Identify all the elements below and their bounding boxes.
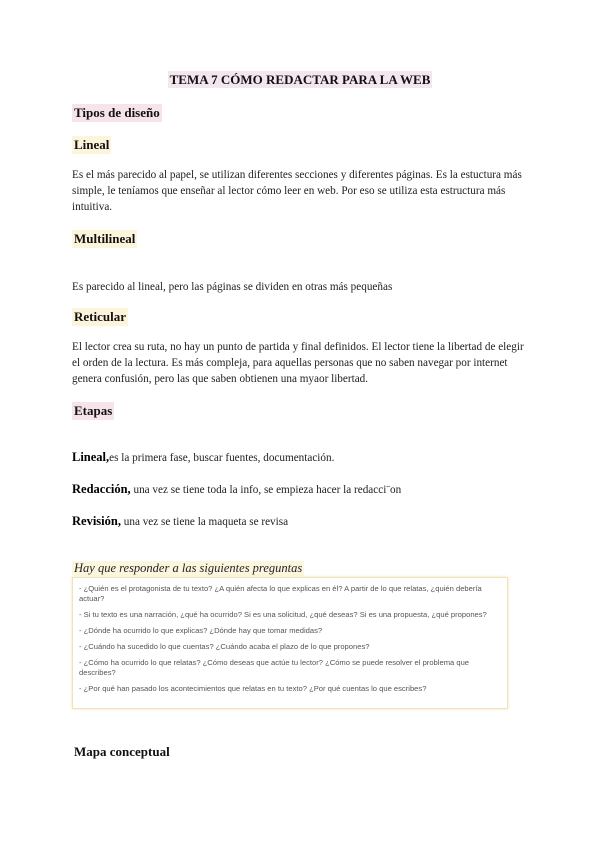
pregunta-que: - Si tu texto es una narración, ¿qué ha ocurrido? Si es una solicitud, ¿qué deseas? Si es una propuesta, ¿qué propones? [79, 610, 499, 620]
document-title: TEMA 7 CÓMO REDACTAR PARA LA WEB [169, 72, 431, 87]
pregunta-quien: - ¿Quién es el protagonista de tu texto? ¿A quién afecta lo que explicas en él? A partir de lo que relatas, ¿quién debería actuar? [79, 584, 499, 604]
pregunta-cuando: - ¿Cuándo ha sucedido lo que cuentas? ¿Cuándo acaba el plazo de lo que propones? [79, 642, 499, 652]
etapa-lineal [72, 449, 532, 466]
preguntas-list [73, 578, 507, 694]
etapa-revision-label: Revisión, [72, 514, 121, 528]
paragraph-reticular: El lector crea su ruta, no hay un punto de partida y final definidos. El lector tiene la libertad de elegir el orden de la lectura. Es más compleja, para aquellas personas que no saben navegar por internet genera confusión, pero las que saben obtienen una myaor libertad. [72, 341, 524, 385]
paragraph-multilineal: Es parecido al lineal, pero las páginas se dividen en otras más pequeñas [72, 281, 393, 293]
preguntas-box [72, 577, 508, 709]
heading-multilineal: Multilineal [74, 231, 136, 246]
etapa-revision-text: una vez se tiene la maqueta se revisa [120, 516, 289, 528]
etapa-lineal-label: Lineal, [72, 450, 110, 464]
etapa-redaccion [72, 481, 532, 498]
etapa-lineal-text: es la primera fase, buscar fuentes, documentación. [109, 452, 335, 464]
heading-reticular: Reticular [74, 309, 126, 324]
preguntas-heading: Hay que responder a las siguientes preguntas [74, 561, 303, 575]
heading-etapas: Etapas [74, 403, 113, 418]
pregunta-por-que: - ¿Por qué han pasado los acontecimientos que relatas en tu texto? ¿Por qué cuentas lo que escribes? [79, 684, 499, 694]
paragraph-lineal: Es el más parecido al papel, se utilizan diferentes secciones y diferentes páginas. Es la estuctura más simple, le teníamos que enseñar al lector cómo leer en web. Por eso se utiliza esta estructura más intuitiva. [72, 169, 522, 213]
etapa-redaccion-text: una vez se tiene toda la info, se empieza hacer la redacci¨on [130, 484, 402, 496]
pregunta-donde: - ¿Dónde ha ocurrido lo que explicas? ¿Dónde hay que tomar medidas? [79, 626, 499, 636]
pregunta-como: - ¿Cómo ha ocurrido lo que relatas? ¿Cómo deseas que actúe tu lector? ¿Cómo se puede resolver el problema que describes? [79, 658, 499, 678]
etapa-redaccion-label: Redacción, [72, 482, 131, 496]
heading-lineal: Lineal [74, 137, 110, 152]
heading-tipos-de-diseno: Tipos de diseño [74, 105, 160, 120]
heading-mapa-conceptual: Mapa conceptual [74, 744, 170, 759]
etapa-revision [72, 513, 532, 530]
